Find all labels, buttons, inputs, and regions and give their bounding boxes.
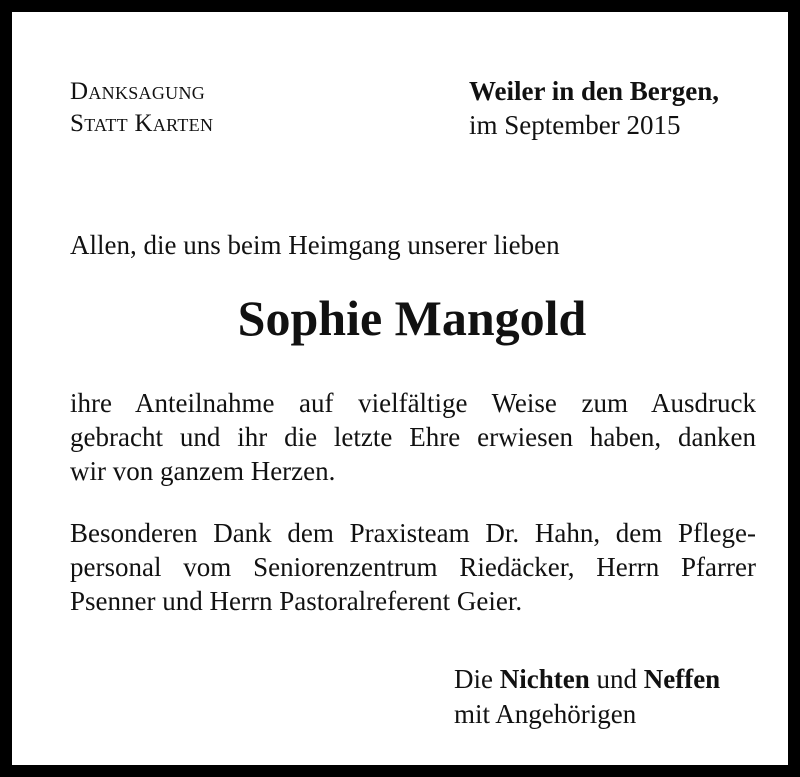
intro-text: Allen, die uns beim Heimgang unserer lieben — [70, 230, 560, 260]
signature-nephews: Neffen — [643, 664, 721, 694]
date: im September 2015 — [469, 110, 681, 140]
special-thanks-line: personal vom Seniorenzentrum Riedäcker, Herrn Pfarrer — [70, 552, 756, 582]
signature-word: und — [596, 664, 637, 694]
thanks-paragraph — [70, 386, 756, 488]
signature-line2: mit Angehörigen — [454, 699, 637, 729]
special-thanks-line: Psenner und Herrn Pastoralreferent Geier. — [70, 586, 523, 616]
special-thanks-paragraph — [70, 516, 756, 618]
signature — [454, 662, 720, 732]
deceased-name: Sophie Mangold — [237, 290, 587, 346]
special-thanks-line: Besonderen Dank dem Praxisteam Dr. Hahn, dem Pflege- — [70, 518, 756, 548]
notice-type-line2: Statt Karten — [70, 110, 214, 137]
signature-word: Die — [454, 664, 493, 694]
notice-type-line1: Danksagung — [70, 78, 206, 105]
thanks-line: wir von ganzem Herzen. — [70, 456, 336, 486]
thanks-line: ihre Anteilnahme auf vielfältige Weise zum Ausdruck — [70, 388, 756, 418]
notice-type — [70, 76, 213, 140]
signature-line1 — [454, 662, 720, 697]
thanks-line: gebracht und ihr die letzte Ehre erwiesen haben, danken — [70, 422, 756, 452]
place-date — [469, 74, 719, 142]
signature-nieces: Nichten — [499, 664, 590, 694]
place: Weiler in den Bergen, — [469, 76, 719, 106]
